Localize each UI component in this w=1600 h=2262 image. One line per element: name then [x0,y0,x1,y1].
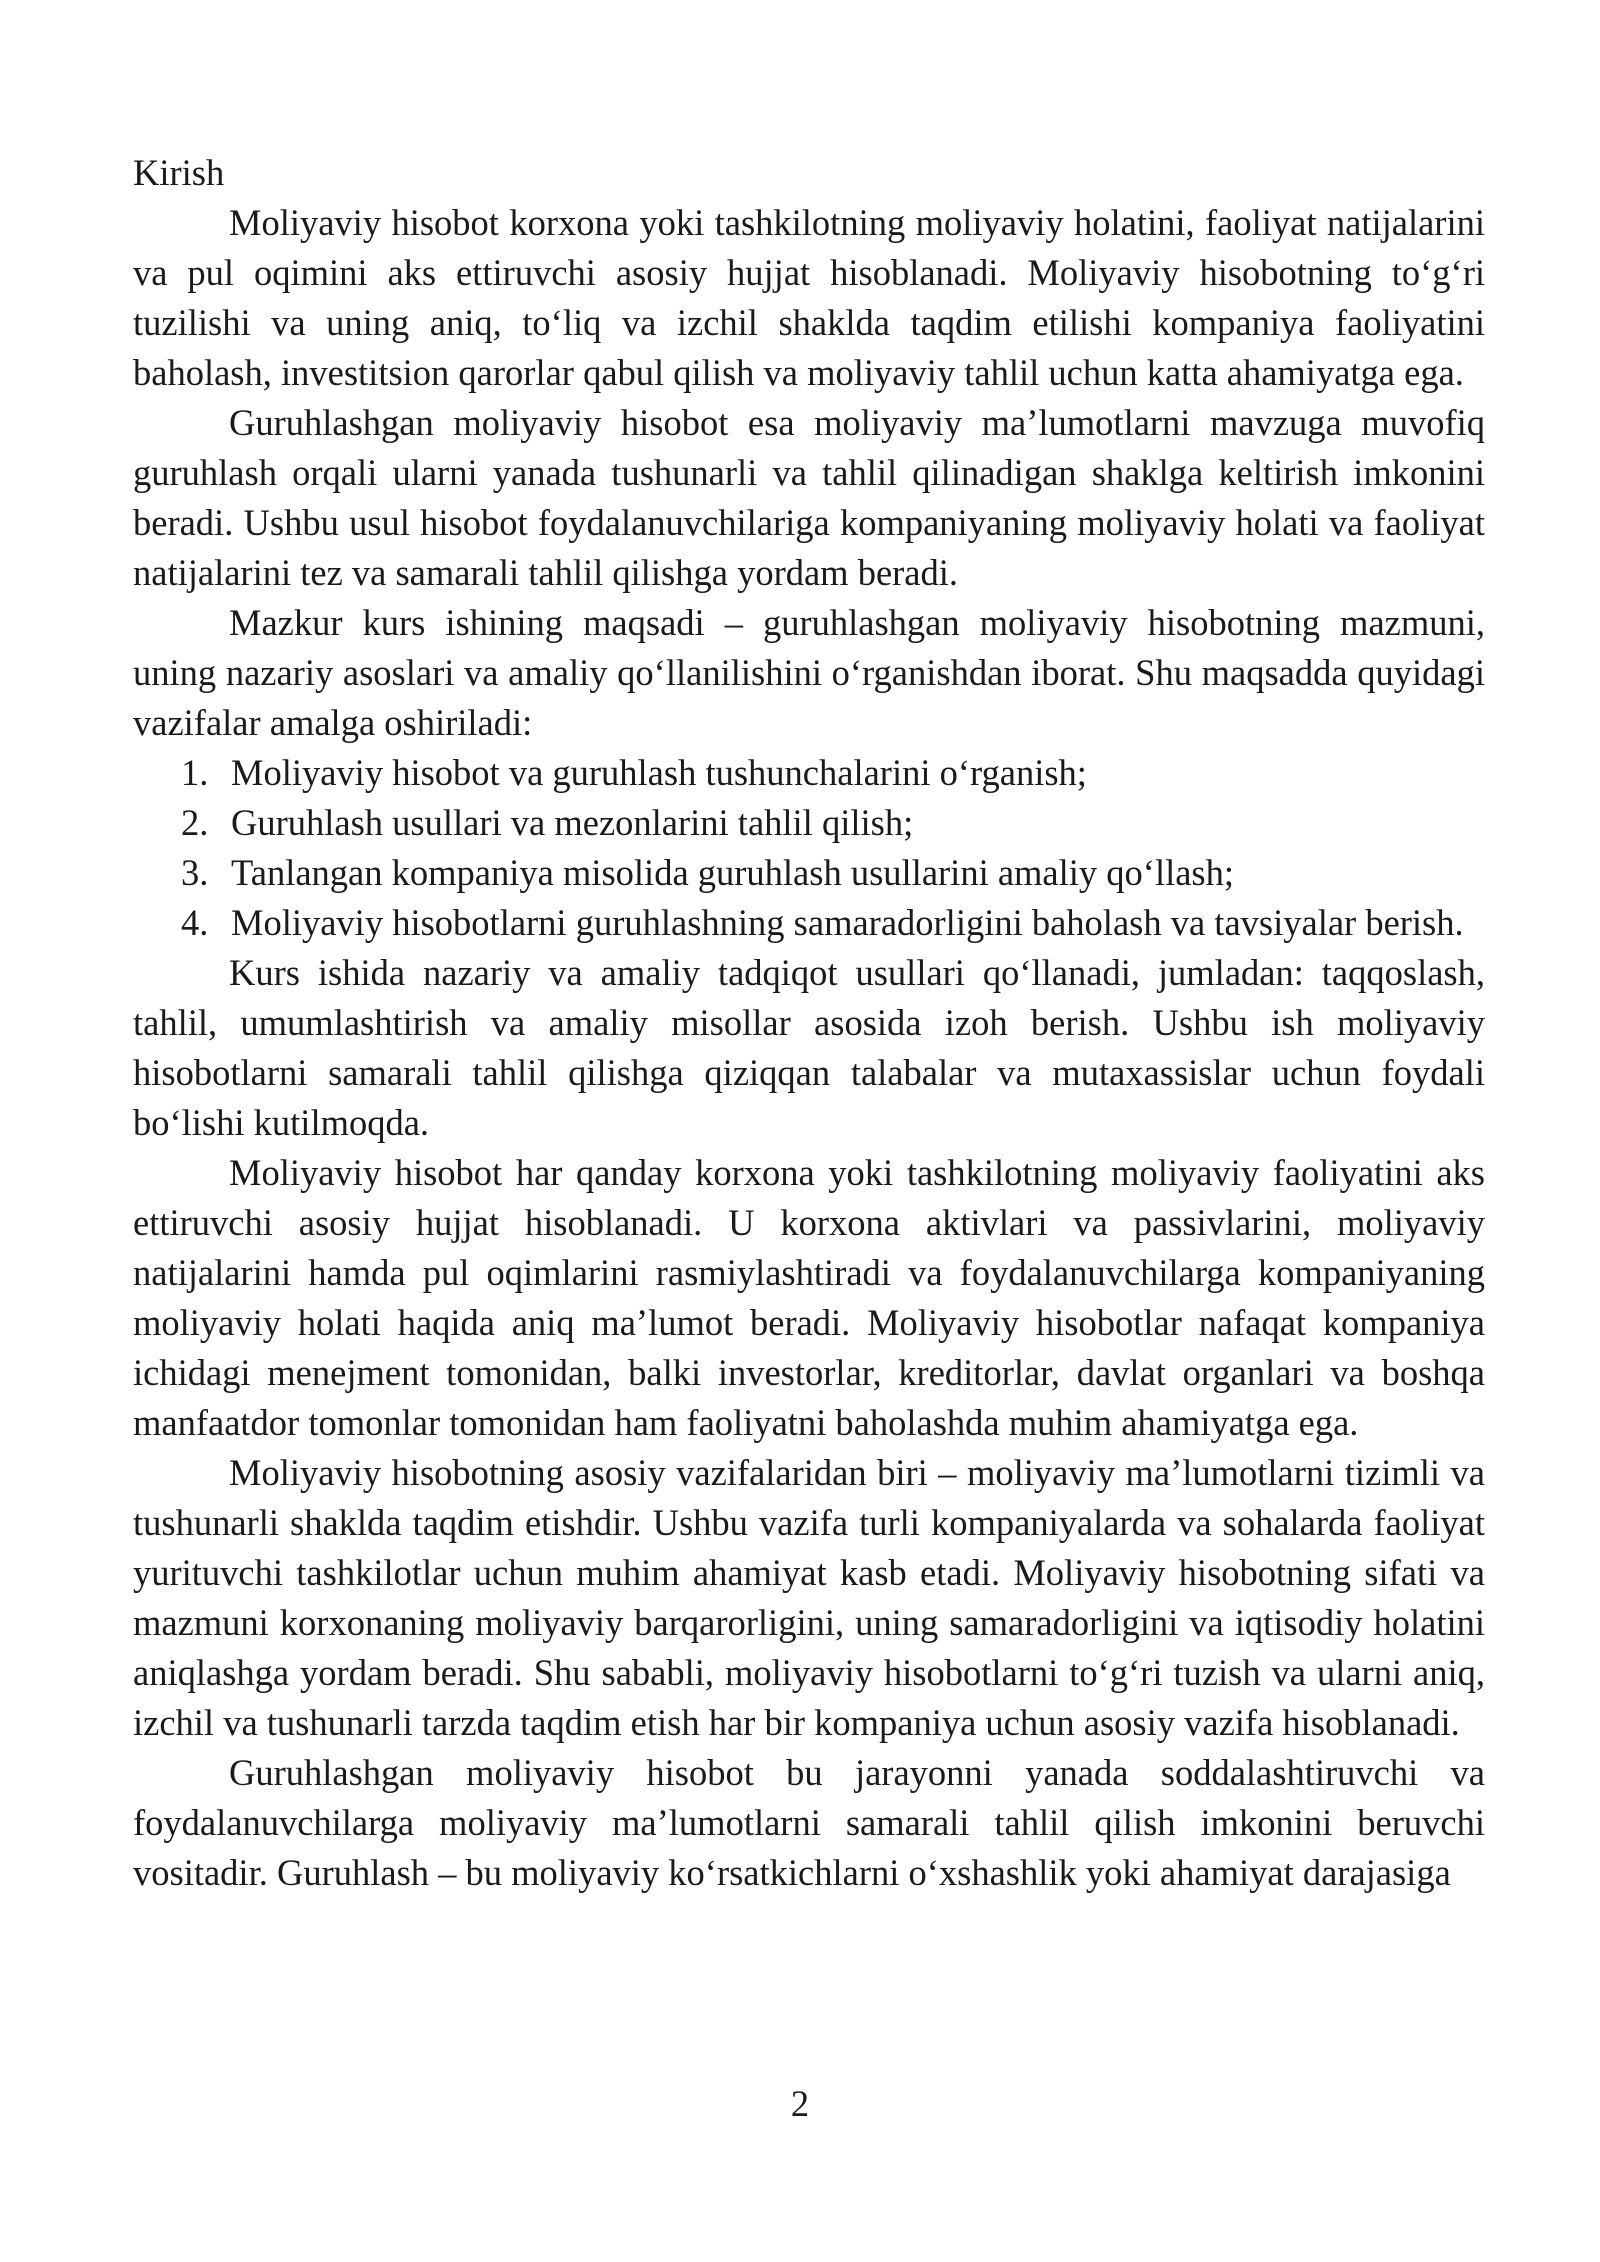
section-heading: Kirish [133,152,225,193]
task-text: Moliyaviy hisobotlarni guruhlashning samaradorligini baholash va tavsiyalar berish. [231,902,1464,943]
task-text: Moliyaviy hisobot va guruhlash tushunchalarini o‘rganish; [231,752,1087,793]
task-number: 4. [181,902,209,943]
paragraph-report-definition: Moliyaviy hisobot har qanday korxona yoki tashkilotning moliyaviy faoliyatini aks ettiruvchi asosiy hujjat hisoblanadi. U korxona aktivlari va passivlarini, moliyaviy natijalarini hamda pul oqimlarini rasmiylashtiradi va foydalanuvchilarga kompaniyaning moliyaviy holati haqida aniq ma’lumot beradi. Moliyaviy hisobotlar nafaqat kompaniya ichidagi menejment tomonidan, balki investorlar, kreditorlar, davlat organlari va boshqa manfaatdor tomonlar tomonidan ham faoliyatni baholashda muhim ahamiyatga ega. [133,1152,1485,1443]
paragraph-report-tasks: Moliyaviy hisobotning asosiy vazifalaridan biri – moliyaviy ma’lumotlarni tizimli va tushunarli shaklda taqdim etishdir. Ushbu vazifa turli kompaniyalarda va sohalarda faoliyat yurituvchi tashkilotlar uchun muhim ahamiyat kasb etadi. Moliyaviy hisobotning sifati va mazmuni korxonaning moliyaviy barqarorligini, uning samaradorligini va iqtisodiy holatini aniqlashga yordam beradi. Shu sababli, moliyaviy hisobotlarni to‘g‘ri tuzish va ularni aniq, izchil va tushunarli tarzda taqdim etish har bir kompaniya uchun asosiy vazifa hisoblanadi. [133,1452,1485,1743]
task-number: 2. [181,802,209,843]
task-number: 3. [181,852,209,893]
paragraph-course-goal: Mazkur kurs ishining maqsadi – guruhlashgan moliyaviy hisobotning mazmuni, uning nazariy asoslari va amaliy qo‘llanilishini o‘rganishdan iborat. Shu maqsadda quyidagi vazifalar amalga oshiriladi: [133,602,1485,743]
task-item [133,748,1485,798]
task-number: 1. [181,752,209,793]
task-item [133,798,1485,848]
task-list [133,748,1485,948]
paragraph-methods: Kurs ishida nazariy va amaliy tadqiqot usullari qo‘llanadi, jumladan: taqqoslash, tahlil, umumlashtirish va amaliy misollar asosida izoh berish. Ushbu ish moliyaviy hisobotlarni samarali tahlil qilishga qiziqqan talabalar va mutaxassislar uchun foydali bo‘lishi kutilmoqda. [133,952,1485,1143]
paragraph-intro: Moliyaviy hisobot korxona yoki tashkilotning moliyaviy holatini, faoliyat natijalarini va pul oqimini aks ettiruvchi asosiy hujjat hisoblanadi. Moliyaviy hisobotning to‘g‘ri tuzilishi va uning aniq, to‘liq va izchil shaklda taqdim etilishi kompaniya faoliyatini baholash, investitsion qarorlar qabul qilish va moliyaviy tahlil uchun katta ahamiyatga ega. [133,202,1485,393]
paragraph-grouped-report: Guruhlashgan moliyaviy hisobot esa moliyaviy ma’lumotlarni mavzuga muvofiq guruhlash orqali ularni yanada tushunarli va tahlil qilinadigan shaklga keltirish imkonini beradi. Ushbu usul hisobot foydalanuvchilariga kompaniyaning moliyaviy holati va faoliyat natijalarini tez va samarali tahlil qilishga yordam beradi. [133,402,1485,593]
task-item [133,898,1485,948]
paragraph-grouping: Guruhlashgan moliyaviy hisobot bu jarayonni yanada soddalashtiruvchi va foydalanuvchilarga moliyaviy ma’lumotlarni samarali tahlil qilish imkonini beruvchi vositadir. Guruhlash – bu moliyaviy ko‘rsatkichlarni o‘xshashlik yoki ahamiyat darajasiga [133,1752,1485,1893]
task-text: Tanlangan kompaniya misolida guruhlash usullarini amaliy qo‘llash; [231,852,1235,893]
task-text: Guruhlash usullari va mezonlarini tahlil qilish; [231,802,914,843]
task-item [133,848,1485,898]
document-page [133,148,1485,1898]
page-number: 2 [790,2083,810,2124]
